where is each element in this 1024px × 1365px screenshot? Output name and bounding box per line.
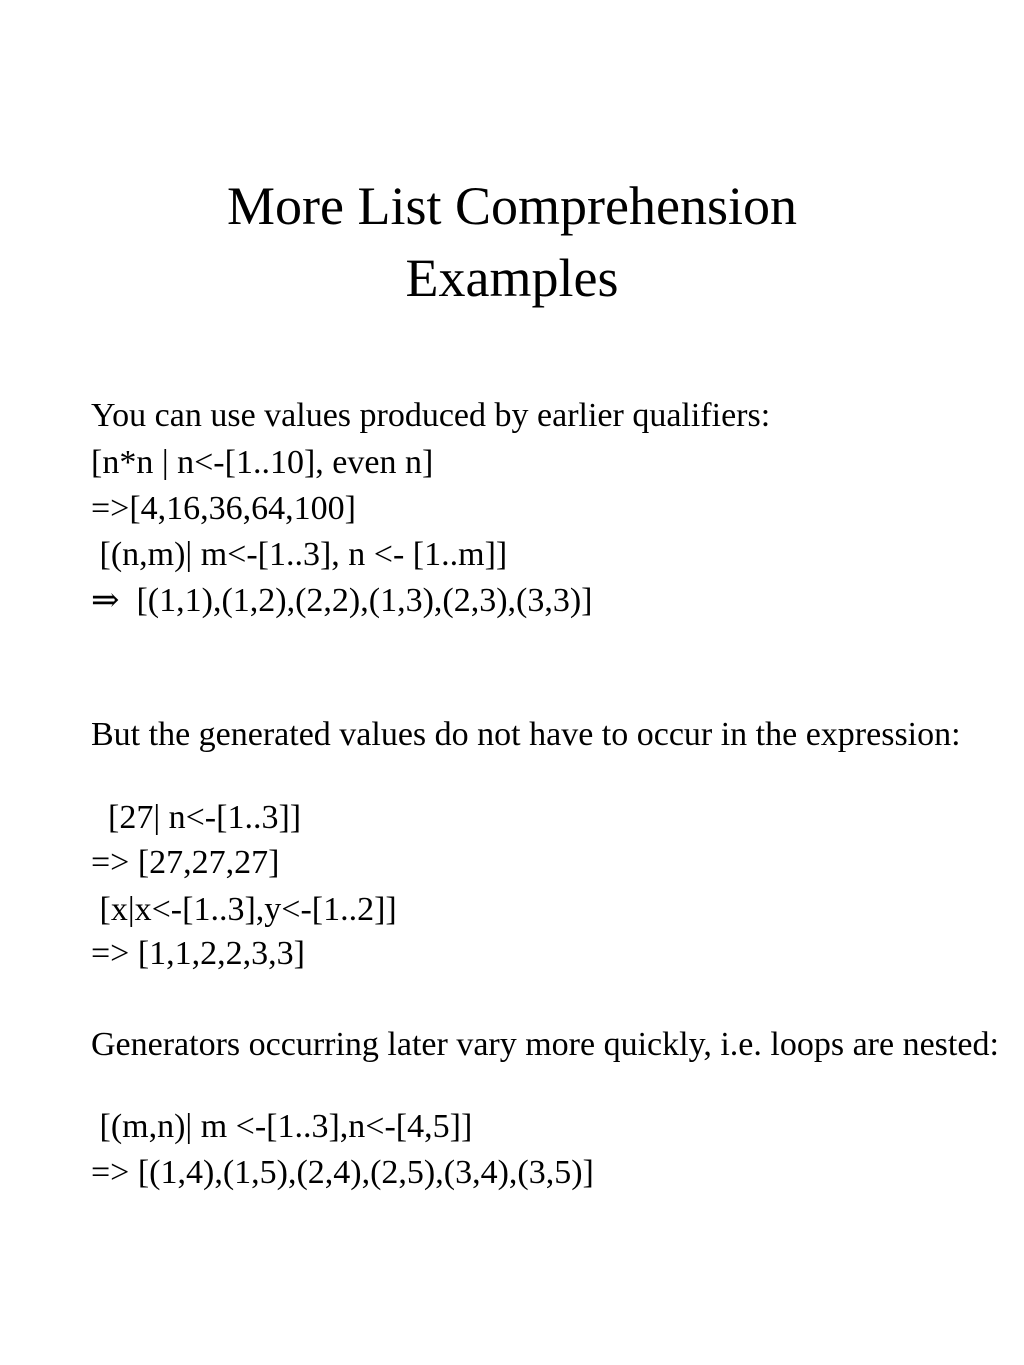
slide-title (0, 170, 1024, 314)
section3-result-line: => [(1,4),(1,5),(2,4),(2,5),(3,4),(3,5)] (91, 1154, 594, 1191)
section1-code-line: [(n,m)| m<-[1..3], n <- [1..m]] (91, 536, 508, 573)
section3-intro: Generators occurring later vary more quickly, i.e. loops are nested: (91, 1026, 999, 1063)
section1-intro: You can use values produced by earlier qualifiers: (91, 397, 771, 434)
section1-result-line: =>[4,16,36,64,100] (91, 490, 356, 527)
section3-code-line: [(m,n)| m <-[1..3],n<-[4,5]] (91, 1108, 473, 1145)
section2-code-line: [x|x<-[1..3],y<-[1..2]] (91, 891, 397, 928)
slide-title-line-1: More List Comprehension (227, 176, 797, 236)
section2-intro: But the generated values do not have to occur in the expression: (91, 716, 961, 753)
section1-result-line: ⇒ [(1,1),(1,2),(2,2),(1,3),(2,3),(3,3)] (91, 582, 593, 619)
section1-code-line: [n*n | n<-[1..10], even n] (91, 444, 434, 481)
section2-code-line: [27| n<-[1..3]] (91, 799, 302, 836)
slide-title-line-2: Examples (405, 248, 619, 308)
section2-result-line: => [1,1,2,2,3,3] (91, 935, 305, 972)
section2-result-line: => [27,27,27] (91, 844, 280, 881)
